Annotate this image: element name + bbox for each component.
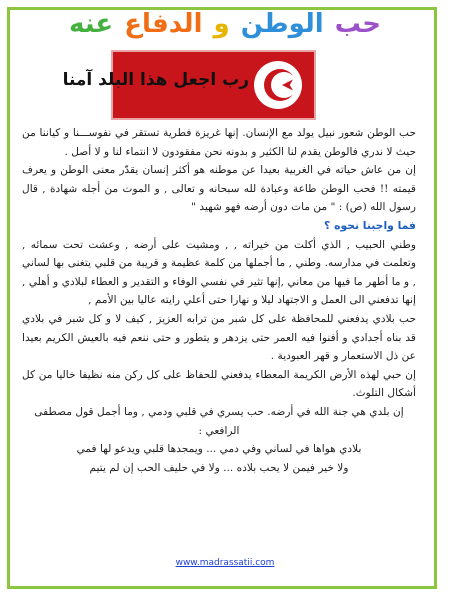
banner-image (62, 52, 314, 118)
closing-paragraph: إن بلدي هي جنة الله في أرضه. حب يسري في قلبي ودمي , وما أجمل قول مصطفى الرافعي : (34, 405, 404, 437)
tunisia-flag-icon (252, 59, 304, 111)
title-word-5: عنه (69, 9, 114, 39)
website-link[interactable]: www.madrassatii.com (175, 558, 275, 568)
title-word-4: الدفاع (124, 9, 203, 39)
paragraph: وطني الحبيب , الذي أكلت من خيراته , , ومشيت على أرضه , وعشت تحت سمائه , وتعلمت في مدارسه. وطني , ما أجملها من كلمة عظيمة و قريبة من قلبي يتغنى بها لساني , و ما أطهر ما فيها من معاني ,إنها تثير في نفسي الوفاء و التقدير و العطاء لبلادي و أهلي , إنها تدفعني الى العمل و الاجتهاد ليلا و نهارا حتى أعلي رايته عاليا بين الأمم , (22, 238, 416, 307)
title-word-2: الوطن (240, 9, 324, 39)
title-word-1: حب (334, 9, 381, 39)
title-word-3: و (213, 9, 230, 39)
poem-line: بلادي هواها في لساني وفي دمي ... ويمجدها قلبي ويدعو لها فمي (76, 443, 362, 456)
section-heading: فما واجبنا نحوه ؟ (324, 218, 416, 232)
page-title (0, 8, 450, 40)
banner-text: رب اجعل هذا البلد آمنا (62, 70, 249, 90)
paragraph: حب بلادي يدفعني للمحافظة على كل شبر من ترابه العزيز , كيف لا و كل شبر في بلادي قد بناه أجدادي و أفنوا فيه العمر حتى يزدهر و يتطور و حتى ننعم فيه بالعيش الكريم بعيدا عن ذل الاستعمار و قهر العبودية . (22, 312, 416, 363)
poem-line: ولا خير فيمن لا يحب بلاده ... ولا في حليف الحب إن لم يتيم (89, 461, 349, 474)
paragraph: إن حبي لهذه الأرض الكريمة المعطاء يدفعني للحفاظ على كل ركن منه نظيفا خاليا من كل أشكال التلوث. (22, 368, 416, 400)
article-body (22, 124, 416, 477)
paragraph: إن من عاش حياته في الغربية بعيدا عن موطنه هو أكثر إنسان يقدّر معنى الوطن و يعرف قيمته !! فحب الوطن طاعة وعبادة لله سبحانه و تعالى , و الموت من أجله شهادة , قال رسول الله (ص) : " من مات دون أرضه فهو شهيد " (22, 164, 416, 214)
paragraph: حب الوطن شعور نبيل يولد مع الإنسان. إنها غريزة فطرية تستقر في نفوســـنا و كياننا من حيث لا ندري فالوطن يقدم لنا الكثير و بدونه نحن مفقودون لا انتماء لنا و لا أصل . (22, 127, 416, 158)
